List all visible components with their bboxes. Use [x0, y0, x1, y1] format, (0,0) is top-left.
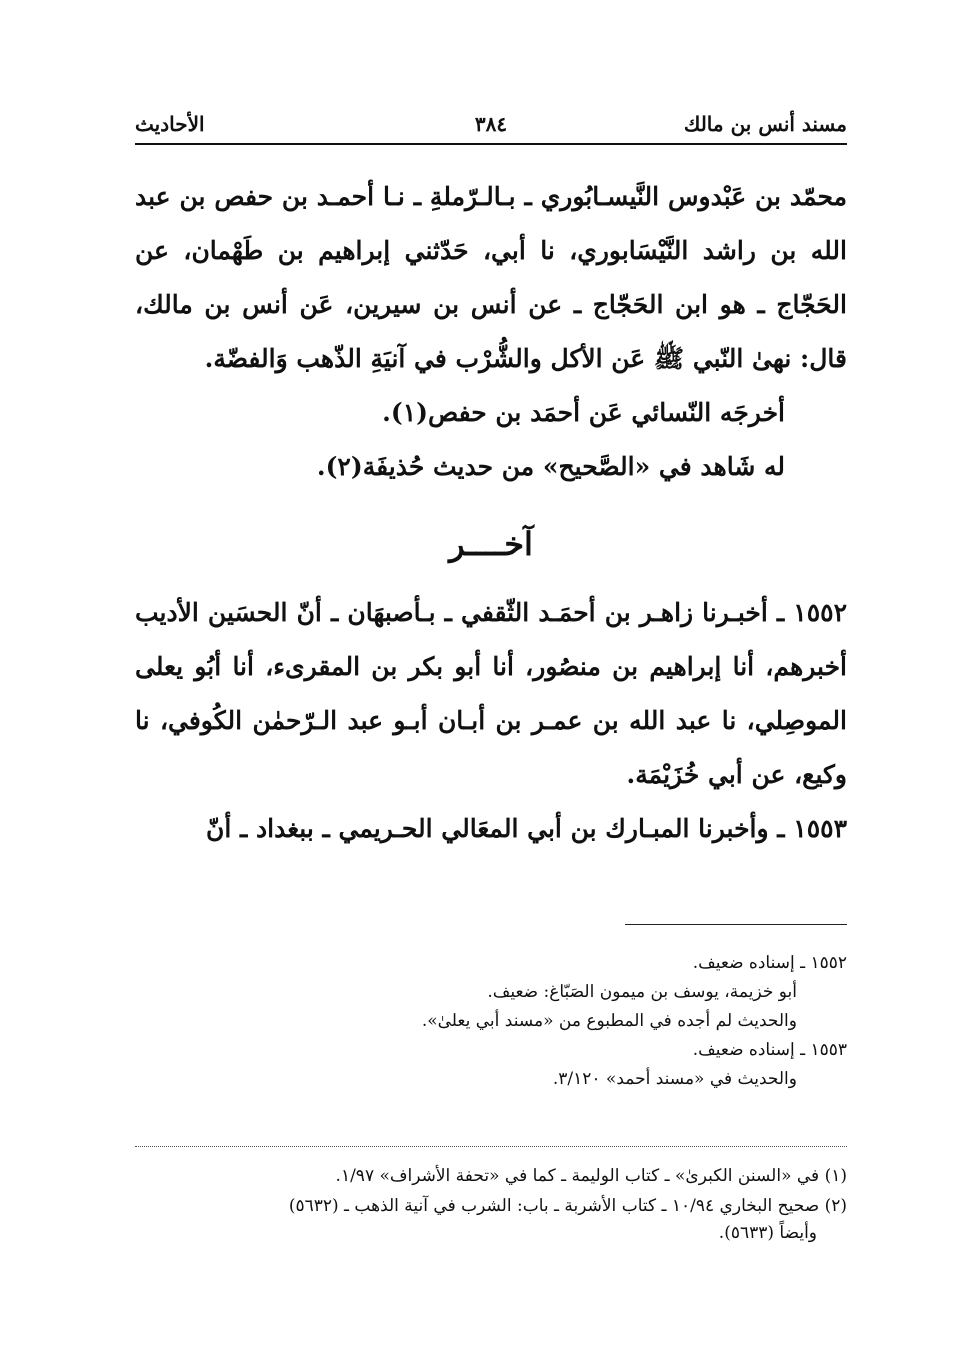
header-book-title: مسند أنس بن مالك [683, 112, 847, 136]
note-line: ١٥٥٣ ـ إسناده ضعيف. [692, 1040, 847, 1060]
notes-rule [625, 924, 847, 925]
shahid-line: له شَاهد في «الصَّحيح» من حديث حُذيفَة(٢). [316, 452, 785, 481]
note-line: والحديث لم أجده في المطبوع من «مسند أبي يعلىٰ». [421, 1011, 797, 1031]
note-line: ١٥٥٢ ـ إسناده ضعيف. [692, 953, 847, 973]
footnote-2-continued: وأيضاً (٥٦٣٣). [718, 1223, 817, 1243]
hadith-1552: ١٥٥٢ ـ أخبـرنا زاهـر بن أحمَـد الثّقفي ـ بـأصبهَان ـ أنّ الحسَين الأديب أخبرهم، أنا إبراهيم بن منصُور، أنا أبو بكر بن المقرىء، أنا أبُو يعلى الموصِلي، نا عبد الله بن عمـر بن أبـان أبـو عبد الـرّحمٰن الكُوفي، نا وكيع، عن أبي خُزَيْمَة. [135, 598, 847, 789]
editor-notes [135, 950, 847, 1095]
section-heading: آخــــر [449, 525, 533, 563]
note-line: أبو خزيمة، يوسف بن ميمون الصَبّاغ: ضعيف. [487, 982, 797, 1002]
note-line: والحديث في «مسند أحمد» ٣/١٢٠. [552, 1069, 797, 1089]
footnotes [135, 1163, 847, 1250]
page-number: ٣٨٤ [474, 112, 508, 136]
main-text [135, 170, 847, 856]
footnote-1: (١) في «السنن الكبرىٰ» ـ كتاب الوليمة ـ كما في «تحفة الأشراف» ١/٩٧. [335, 1166, 847, 1186]
takhrij-line: أخرجَه النّسائي عَن أحمَد بن حفص(١). [382, 398, 785, 427]
footnote-rule [135, 1146, 847, 1147]
header-rule [135, 143, 847, 145]
footnote-2: (٢) صحيح البخاري ١٠/٩٤ ـ كتاب الأشربة ـ باب: الشرب في آنية الذهب ـ (٥٦٣٢) [288, 1196, 847, 1216]
hadith-paragraph: محمّد بن عَبْدوس النَّيسـابُوري ـ بـالـرّملةِ ـ نـا أحمـد بن حفص بن عبد الله بن راشد النَّيْسَابوري، نا أبي، حَدّثني إبراهيم بن طَهْمان، عن الحَجّاج ـ هو ابن الحَجّاج ـ عن أنس بن سيرين، عَن أنس بن مالك، قال: نهىٰ النّبي ﷺ عَن الأكل والشُّرْب في آنيَةِ الذّهب وَالفضّة. [135, 182, 847, 373]
header-section-title: الأحاديث [135, 112, 205, 136]
running-header [135, 104, 847, 144]
hadith-1553: ١٥٥٣ ـ وأخبرنا المبـارك بن أبي المعَالي الحـريمي ـ ببغداد ـ أنّ [205, 814, 847, 843]
